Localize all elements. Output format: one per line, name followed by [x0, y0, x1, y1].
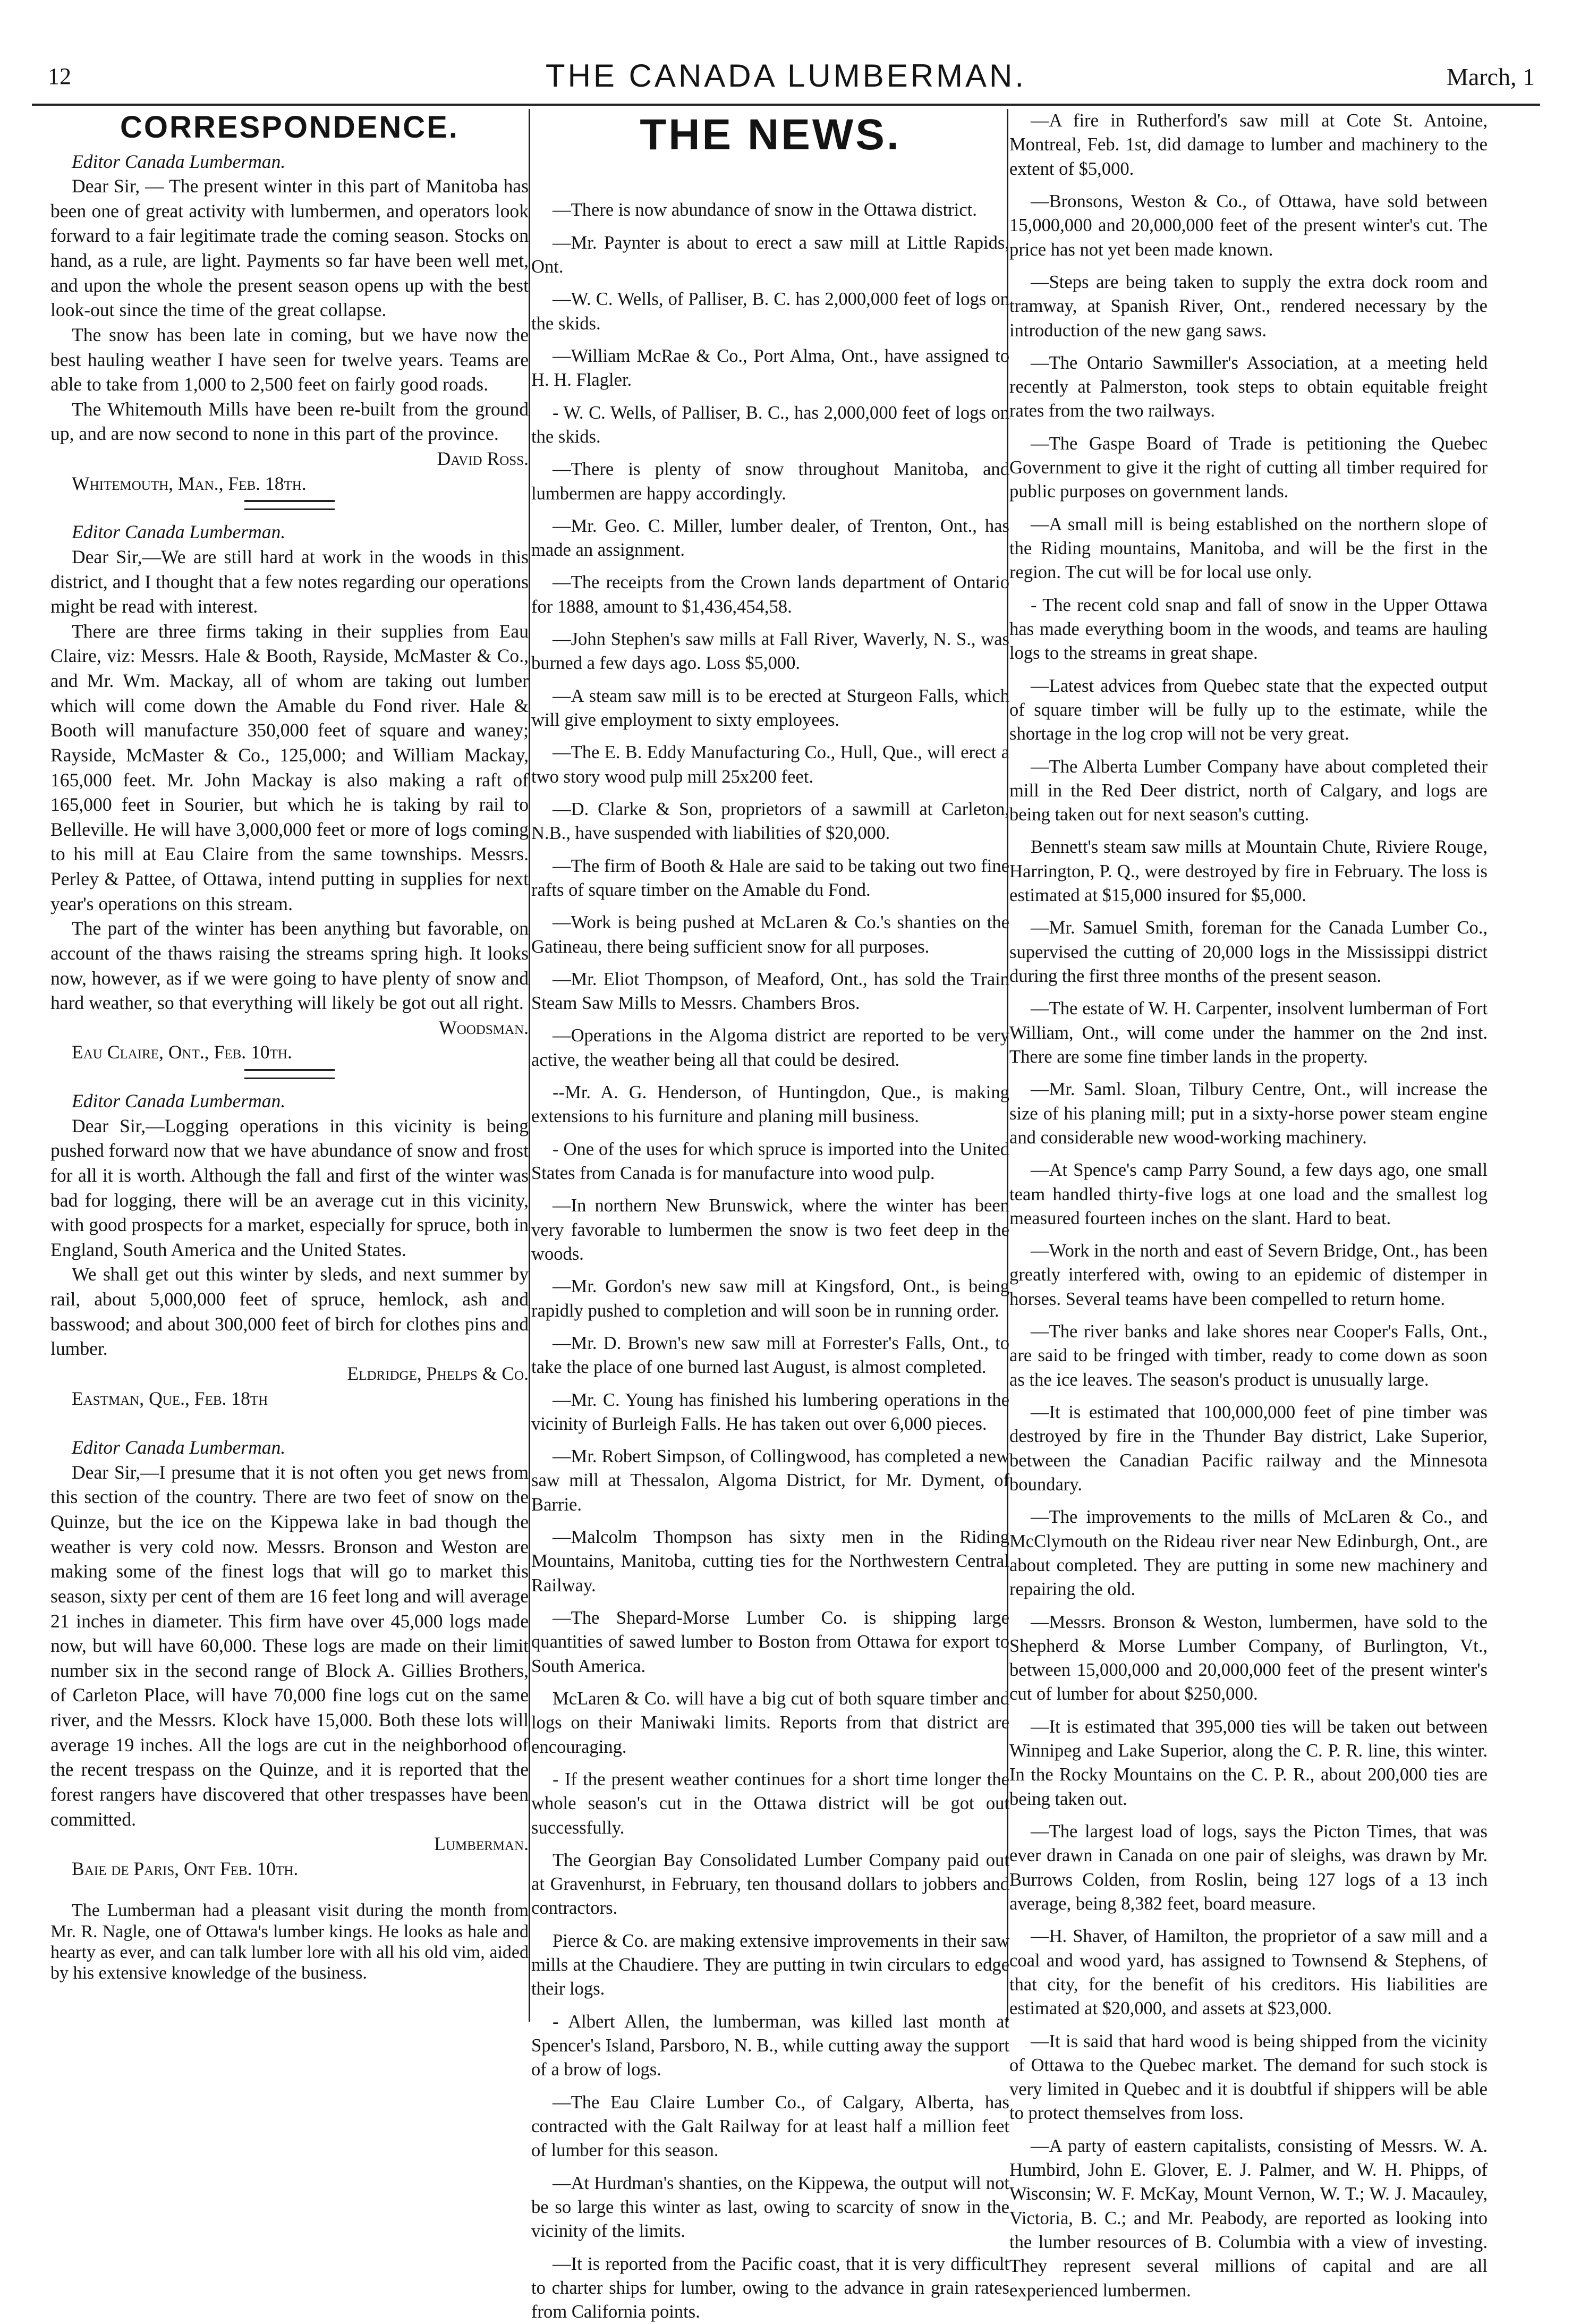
news-items-list: [531, 198, 1009, 2324]
letter-paragraph: Dear Sir,—I presume that it is not often you get news from this section of the country. There are two feet of snow on the Quinze, but the ice on the Kippewa lake in bad though the weather is very cold now. Messrs. Bronson and Weston are making some of the finest logs that will go to market this season, sixty per cent of them are 16 feet long and will average 21 inches in diameter. This firm have over 45,000 logs made now, but will have 60,000. These logs are made on their limit number six in the second range of Block A. Gillies Brothers, of Carleton Place, will have 70,000 fine logs cut on the same river, and the Messrs. Klock have 15,000. Both these lots will average 19 inches. All the logs are cut in the neighborhood of the recent trespass on the Quinze, and it is reported that the forest rangers have discovered that other trespasses have been committed.: [50, 1461, 529, 1830]
letter-divider: [244, 1069, 335, 1079]
letter-eau-claire: [50, 520, 529, 1065]
letter-salutation: Editor Canada Lumberman.: [72, 1090, 286, 1112]
news-item: —Latest advices from Quebec state that the expected output of square timber will be fully up to the estimate, while the shortage in the log crop will not be very great.: [1009, 675, 1488, 744]
news-item: —W. C. Wells, of Palliser, B. C. has 2,000,000 feet of logs on the skids.: [531, 289, 1009, 334]
letter-salutation: Editor Canada Lumberman.: [72, 1437, 286, 1458]
letter-place-date: Baie de Paris, Ont Feb. 10th.: [72, 1857, 299, 1879]
news-item: —Mr. D. Brown's new saw mill at Forrester's Falls, Ont., to take the place of one burned last August, is almost completed.: [531, 1333, 1009, 1378]
letter-place-date: Eastman, Que., Feb. 18th: [72, 1387, 268, 1409]
news-item: —Malcolm Thompson has sixty men in the Riding Mountains, Manitoba, cutting ties for the Northwestern Central Railway.: [531, 1527, 1009, 1596]
news-item: —The Eau Claire Lumber Co., of Calgary, Alberta, has contracted with the Galt Railway for at least half a million feet of lumber for this season.: [531, 2092, 1009, 2161]
letter-paragraph: We shall get out this winter by sleds, and next summer by rail, about 5,000,000 feet of spruce, hemlock, ash and basswood; and about 300,000 feet of birch for clothes pins and lumber.: [50, 1263, 529, 1360]
news-item: —It is estimated that 100,000,000 feet of pine timber was destroyed by fire in the Thunder Bay district, Lake Superior, between the Canadian Pacific railway and the Minnesota boundary.: [1009, 1402, 1488, 1495]
news-item: —H. Shaver, of Hamilton, the proprietor of a saw mill and a coal and wood yard, has assigned to Townsend & Stephens, of that city, for the benefit of his creditors. His liabilities are estimated at $20,000, and assets at $23,000.: [1009, 1926, 1488, 2019]
letter-paragraph: Dear Sir,—Logging operations in this vicinity is being pushed forward now that we have abundance of snow and frost for all it is worth. Although the fall and first of the winter was bad for logging, there will be an average cut in this vicinity, with good prospects for a market, especially for spruce, both in England, South America and the United States.: [50, 1115, 529, 1260]
letter-place-date: Eau Claire, Ont., Feb. 10th.: [72, 1041, 292, 1063]
news-item: —Mr. Robert Simpson, of Collingwood, has completed a new saw mill at Thessalon, Algoma District, for Mr. Dyment, of Barrie.: [531, 1446, 1009, 1515]
news-item: - Albert Allen, the lumberman, was killed last month at Spencer's Island, Parsboro, N. B., while cutting away the support of a brow of logs.: [531, 2011, 1009, 2080]
letter-whitemouth: [50, 149, 529, 496]
news-item: —Mr. C. Young has finished his lumbering operations in the vicinity of Burleigh Falls. He has taken out over 6,000 pieces.: [531, 1389, 1009, 1434]
news-item: —The estate of W. H. Carpenter, insolvent lumberman of Fort William, Ont., will come under the hammer on the 2nd inst. There are some fine timber lands in the property.: [1009, 998, 1488, 1067]
page-header: [32, 53, 1540, 101]
news-item: —Work in the north and east of Severn Bridge, Ont., has been greatly interfered with, owing to an epidemic of distemper in horses. Several teams have been compelled to return home.: [1009, 1241, 1488, 1309]
news-item: —Mr. Gordon's new saw mill at Kingsford, Ont., is being rapidly pushed to completion and will soon be in running order.: [531, 1276, 1009, 1321]
news-item: —A steam saw mill is to be erected at Sturgeon Falls, which will give employment to sixty employees.: [531, 685, 1009, 731]
news-item: —The Gaspe Board of Trade is petitioning the Quebec Government to give it the right of cutting all timber required for public purposes on government lands.: [1009, 433, 1488, 502]
news-item: - The recent cold snap and fall of snow in the Upper Ottawa has made everything boom in the woods, and teams are hauling logs to the streams in great shape.: [1009, 595, 1488, 664]
closing-note: The Lumberman had a pleasant visit during the month from Mr. R. Nagle, one of Ottawa's lumber kings. He looks as hale and hearty as ever, and can talk lumber lore with all his old vim, aided by his extensive knowledge of the business.: [50, 1901, 529, 1983]
letter-salutation: Editor Canada Lumberman.: [72, 150, 286, 172]
letter-paragraph: Dear Sir,—We are still hard at work in the woods in this district, and I thought that a few notes regarding our operations might be read with interest.: [50, 546, 529, 617]
news-item: Bennett's steam saw mills at Mountain Chute, Riviere Rouge, Harrington, P. Q., were destroyed by fire in February. The loss is estimated at $15,000 insured for $5,000.: [1009, 837, 1488, 906]
news-item: —D. Clarke & Son, proprietors of a sawmill at Carleton, N.B., have suspended with liabilities of $20,000.: [531, 799, 1009, 844]
letter-paragraph: Dear Sir, — The present winter in this part of Manitoba has been one of great activity with lumbermen, and operators look forward to a fair legitimate trade the coming season. Stocks on hand, as a rule, are light. Payments so far have been well met, and upon the whole the present season opens up with the best look-out since the time of the great collapse.: [50, 175, 529, 321]
news-item: —Mr. Saml. Sloan, Tilbury Centre, Ont., will increase the size of his planing mill; put in a sixty-horse power steam engine and considerable new wood-working machinery.: [1009, 1079, 1488, 1148]
news-item: The Georgian Bay Consolidated Lumber Company paid out at Gravenhurst, in February, ten thousand dollars to jobbers and contractors.: [531, 1850, 1009, 1919]
news-item: —It is reported from the Pacific coast, that it is very difficult to charter ships for lumber, owing to the advance in grain rates from California points.: [531, 2253, 1009, 2322]
news-item: —The Alberta Lumber Company have about completed their mill in the Red Deer district, north of Calgary, and logs are being taken out for next season's cutting.: [1009, 756, 1488, 825]
letter-divider: [244, 500, 335, 510]
letter-place-date: Whitemouth, Man., Feb. 18th.: [72, 472, 307, 494]
news-item: —Mr. Geo. C. Miller, lumber dealer, of Trenton, Ont., has made an assignment.: [531, 515, 1009, 561]
letter-paragraph: The Whitemouth Mills have been re-built from the ground up, and are now second to none in this part of the province.: [50, 398, 529, 445]
news-item: —There is now abundance of snow in the Ottawa district.: [553, 200, 977, 220]
correspondence-column: [50, 109, 529, 1995]
letter-signature: David Ross.: [437, 448, 529, 470]
news-item: —The Shepard-Morse Lumber Co. is shipping large quantities of sawed lumber to Boston from Ottawa for export to South America.: [531, 1608, 1009, 1676]
news-item: —A party of eastern capitalists, consisting of Messrs. W. A. Humbird, John E. Glover, E. J. Palmer, and W. H. Phipps, of Wisconsin; W. F. McKay, Mount Vernon, W. T.; W. J. Macauley, Victoria, B. C.; and Mr. Peabody, are reported as looking into the lumber resources of B. Columbia with a view of investing. They represent several millions of capital and are all experienced lumbermen.: [1009, 2135, 1488, 2301]
news-item: - W. C. Wells, of Palliser, B. C., has 2,000,000 feet of logs on the skids.: [531, 402, 1009, 447]
letter-signature: Woodsman.: [439, 1016, 529, 1038]
news-item: —At Hurdman's shanties, on the Kippewa, the output will not be so large this winter as last, owing to scarcity of snow in the vicinity of the limits.: [531, 2173, 1009, 2242]
news-column-1: [531, 109, 1009, 2322]
letter-salutation: Editor Canada Lumberman.: [72, 521, 286, 543]
news-item: —The firm of Booth & Hale are said to be taking out two fine rafts of square timber on the Amable du Fond.: [531, 855, 1009, 900]
news-item: —It is said that hard wood is being shipped from the vicinity of Ottawa to the Quebec market. The demand for such stock is very limited in Quebec and it is doubtful if shippers will be able to protect themselves from loss.: [1009, 2031, 1488, 2124]
news-item: —John Stephen's saw mills at Fall River, Waverly, N. S., was burned a few days ago. Loss $5,000.: [531, 629, 1009, 674]
news-item: —The E. B. Eddy Manufacturing Co., Hull, Que., will erect a two story wood pulp mill 25x200 feet.: [531, 742, 1009, 787]
news-item: —Mr. Samuel Smith, foreman for the Canada Lumber Co., supervised the cutting of 20,000 logs in the Mississippi district during the first three months of the present season.: [1009, 918, 1488, 986]
news-item: —A fire in Rutherford's saw mill at Cote St. Antoine, Montreal, Feb. 1st, did damage to lumber and machinery to the extent of $5,000.: [1009, 111, 1488, 179]
page-number: 12: [48, 63, 71, 89]
news-item: - One of the uses for which spruce is imported into the United States from Canada is for manufacture into wood pulp.: [531, 1139, 1009, 1184]
news-item: McLaren & Co. will have a big cut of both square timber and logs on their Maniwaki limits. Reports from that district are encouraging.: [531, 1688, 1009, 1757]
news-item: —The improvements to the mills of McLaren & Co., and McClymouth on the Rideau river near New Edinburgh, Ont., are about completed. They are putting in some new machinery and repairing the old.: [1009, 1507, 1488, 1600]
news-item: —There is plenty of snow throughout Manitoba, and lumbermen are happy accordingly.: [531, 459, 1009, 504]
news-item: —Operations in the Algoma district are reported to be very active, the weather being all that could be desired.: [531, 1025, 1009, 1070]
issue-date: March, 1: [1446, 63, 1535, 90]
news-item: —Mr. Eliot Thompson, of Meaford, Ont., has sold the Train Steam Saw Mills to Messrs. Chambers Bros.: [531, 969, 1009, 1014]
column-rule-left: [529, 109, 530, 2022]
news-item: —Bronsons, Weston & Co., of Ottawa, have sold between 15,000,000 and 20,000,000 feet of the present winter's cut. The price has not yet been made known.: [1009, 191, 1488, 260]
news-item: —Work is being pushed at McLaren & Co.'s shanties on the Gatineau, there being sufficient snow for all purposes.: [531, 912, 1009, 957]
correspondence-title: CORRESPONDENCE.: [120, 110, 459, 145]
news-item: —Steps are being taken to supply the extra dock room and tramway, at Spanish River, Ont., rendered necessary by the introduction of the new gang saws.: [1009, 272, 1488, 341]
news-item: —William McRae & Co., Port Alma, Ont., have assigned to H. H. Flagler.: [531, 345, 1009, 391]
news-item: —It is estimated that 395,000 ties will be taken out between Winnipeg and Lake Superior, along the C. P. R. line, this winter. In the Rocky Mountains on the C. P. R., about 200,000 ties are being taken out.: [1009, 1716, 1488, 1809]
news-item: —In northern New Brunswick, where the winter has been very favorable to lumbermen the snow is two feet deep in the woods.: [531, 1195, 1009, 1264]
letter-paragraph: The part of the winter has been anything but favorable, on account of the thaws raising the streams spring high. It looks now, however, as if we were going to have plenty of snow and hard weather, so that everything will likely be got out all right.: [50, 918, 529, 1014]
news-item: —The largest load of logs, says the Picton Times, that was ever drawn in Canada on one pair of sleighs, was drawn by Mr. Burrows Colden, from Roslin, being 127 logs of a 13 inch average, being 8,382 feet, board measure.: [1009, 1821, 1488, 1914]
letter-signature: Eldridge, Phelps & Co.: [347, 1362, 529, 1384]
letter-paragraph: The snow has been late in coming, but we have now the best hauling weather I have seen for twelve years. Teams are able to take from 1,000 to 2,500 feet on fairly good roads.: [50, 324, 529, 395]
news-item: --Mr. A. G. Henderson, of Huntingdon, Que., is making extensions to his furniture and planing mill business.: [531, 1082, 1009, 1127]
news-items-list: [1009, 109, 1488, 2303]
masthead-title: THE CANADA LUMBERMAN.: [545, 58, 1027, 94]
news-item: —The Ontario Sawmiller's Association, at a meeting held recently at Palmerston, took steps to obtain equitable freight rates from the two railways.: [1009, 352, 1488, 421]
letter-eastman: [50, 1089, 529, 1411]
news-title: THE NEWS.: [640, 111, 901, 159]
letter-signature: Lumberman.: [434, 1833, 529, 1855]
letter-baie-de-paris: [50, 1435, 529, 1881]
news-item: —The receipts from the Crown lands department of Ontario for 1888, amount to $1,436,454,58.: [531, 572, 1009, 617]
news-item: —Messrs. Bronson & Weston, lumbermen, have sold to the Shepherd & Morse Lumber Company, of Burlington, Vt., between 15,000,000 and 20,000,000 feet of the present winter's cut of lumber for about $250,000.: [1009, 1611, 1488, 1704]
news-item: Pierce & Co. are making extensive improvements in their saw mills at the Chaudiere. They are putting in twin circulars to edge their logs.: [531, 1930, 1009, 1999]
news-item: - If the present weather continues for a short time longer the whole season's cut in the Ottawa district will be got out successfully.: [531, 1769, 1009, 1838]
news-item: —At Spence's camp Parry Sound, a few days ago, one small team handled thirty-five logs at one load and the smallest log measured fourteen inches on the slant. Hard to beat.: [1009, 1160, 1488, 1228]
news-column-2: [1009, 109, 1488, 2301]
news-item: —The river banks and lake shores near Cooper's Falls, Ont., are said to be fringed with timber, ready to come down as soon as the ice leaves. The season's product is unusually large.: [1009, 1321, 1488, 1390]
letter-paragraph: There are three firms taking in their supplies from Eau Claire, viz: Messrs. Hale & Booth, Rayside, McMaster & Co., and Mr. Wm. Mackay, all of whom are taking out lumber which will come down the Amable du Fond river. Hale & Booth will manufacture 350,000 feet of square and waney; Rayside, McMaster & Co., 125,000; and William Mackay, 165,000 feet. Mr. John Mackay is also making a raft of 165,000 feet in Sourier, but which he is taking by rail to Belleville. He will have 3,000,000 feet or more of logs coming to his mill at Eau Claire from the same townships. Messrs. Perley & Pattee, of Ottawa, intend putting in supplies for next year's operations on this stream.: [50, 620, 529, 914]
letter-divider: [244, 1415, 335, 1426]
header-rule: [32, 104, 1540, 106]
news-item: —Mr. Paynter is about to erect a saw mill at Little Rapids, Ont.: [531, 232, 1009, 277]
news-item: —A small mill is being established on the northern slope of the Riding mountains, Manitoba, and will be the first in the region. The cut will be for local use only.: [1009, 514, 1488, 583]
